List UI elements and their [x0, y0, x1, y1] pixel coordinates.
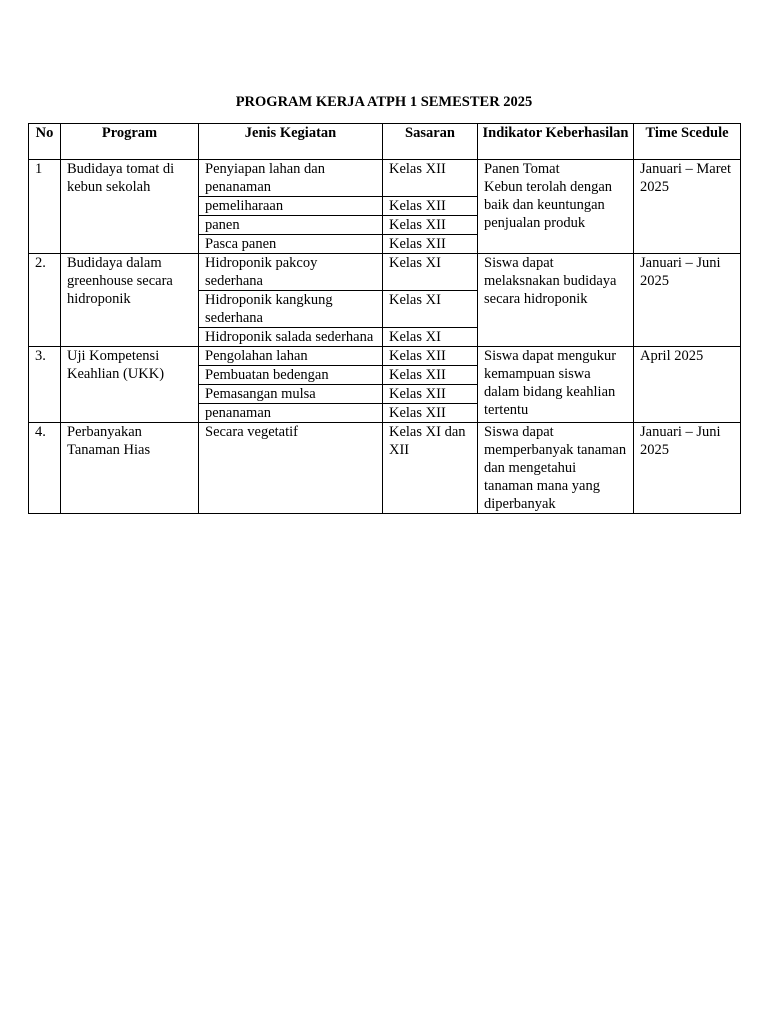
cell-time-schedule: April 2025 [634, 347, 741, 423]
cell-jenis-kegiatan: Pembuatan bedengan [199, 366, 383, 385]
cell-jenis-kegiatan: Pemasangan mulsa [199, 385, 383, 404]
cell-indikator: Siswa dapat mengukur kemampuan siswa dalam bidang keahlian tertentu [478, 347, 634, 423]
table-header-row [29, 124, 741, 160]
cell-sasaran: Kelas XI [383, 328, 478, 347]
header-sasaran: Sasaran [383, 124, 478, 160]
cell-sasaran: Kelas XII [383, 366, 478, 385]
table-row [29, 347, 741, 366]
cell-program: Perbanyakan Tanaman Hias [61, 423, 199, 514]
cell-sasaran: Kelas XI [383, 254, 478, 291]
cell-jenis-kegiatan: pemeliharaan [199, 197, 383, 216]
cell-jenis-kegiatan: Penyiapan lahan dan penanaman [199, 160, 383, 197]
cell-sasaran: Kelas XI dan XII [383, 423, 478, 514]
table-body [29, 160, 741, 514]
cell-time-schedule: Januari – Maret 2025 [634, 160, 741, 254]
cell-time-schedule: Januari – Juni 2025 [634, 423, 741, 514]
cell-sasaran: Kelas XII [383, 197, 478, 216]
cell-no: 1 [29, 160, 61, 254]
header-program: Program [61, 124, 199, 160]
table-row [29, 254, 741, 291]
cell-jenis-kegiatan: Hidroponik kangkung sederhana [199, 291, 383, 328]
cell-no: 4. [29, 423, 61, 514]
work-program-table [28, 123, 741, 514]
cell-sasaran: Kelas XII [383, 385, 478, 404]
cell-sasaran: Kelas XII [383, 160, 478, 197]
cell-sasaran: Kelas XII [383, 216, 478, 235]
cell-sasaran: Kelas XII [383, 404, 478, 423]
table-row [29, 160, 741, 197]
cell-program: Budidaya tomat di kebun sekolah [61, 160, 199, 254]
cell-time-schedule: Januari – Juni 2025 [634, 254, 741, 347]
cell-no: 3. [29, 347, 61, 423]
cell-jenis-kegiatan: Hidroponik salada sederhana [199, 328, 383, 347]
table-row [29, 423, 741, 514]
cell-jenis-kegiatan: Secara vegetatif [199, 423, 383, 514]
header-time-schedule: Time Scedule [634, 124, 741, 160]
cell-jenis-kegiatan: Hidroponik pakcoy sederhana [199, 254, 383, 291]
cell-jenis-kegiatan: Pasca panen [199, 235, 383, 254]
cell-program: Budidaya dalam greenhouse secara hidroponik [61, 254, 199, 347]
document-title: PROGRAM KERJA ATPH 1 SEMESTER 2025 [235, 94, 533, 110]
cell-indikator: Panen Tomat Kebun terolah dengan baik dan keuntungan penjualan produk [478, 160, 634, 254]
header-jenis-kegiatan: Jenis Kegiatan [199, 124, 383, 160]
cell-sasaran: Kelas XI [383, 291, 478, 328]
header-indikator: Indikator Keberhasilan [478, 124, 634, 160]
cell-no: 2. [29, 254, 61, 347]
cell-program: Uji Kompetensi Keahlian (UKK) [61, 347, 199, 423]
cell-jenis-kegiatan: panen [199, 216, 383, 235]
cell-indikator: Siswa dapat memperbanyak tanaman dan mengetahui tanaman mana yang diperbanyak [478, 423, 634, 514]
header-no: No [29, 124, 61, 160]
cell-sasaran: Kelas XII [383, 347, 478, 366]
cell-indikator: Siswa dapat melaksnakan budidaya secara hidroponik [478, 254, 634, 347]
cell-sasaran: Kelas XII [383, 235, 478, 254]
cell-jenis-kegiatan: penanaman [199, 404, 383, 423]
cell-jenis-kegiatan: Pengolahan lahan [199, 347, 383, 366]
